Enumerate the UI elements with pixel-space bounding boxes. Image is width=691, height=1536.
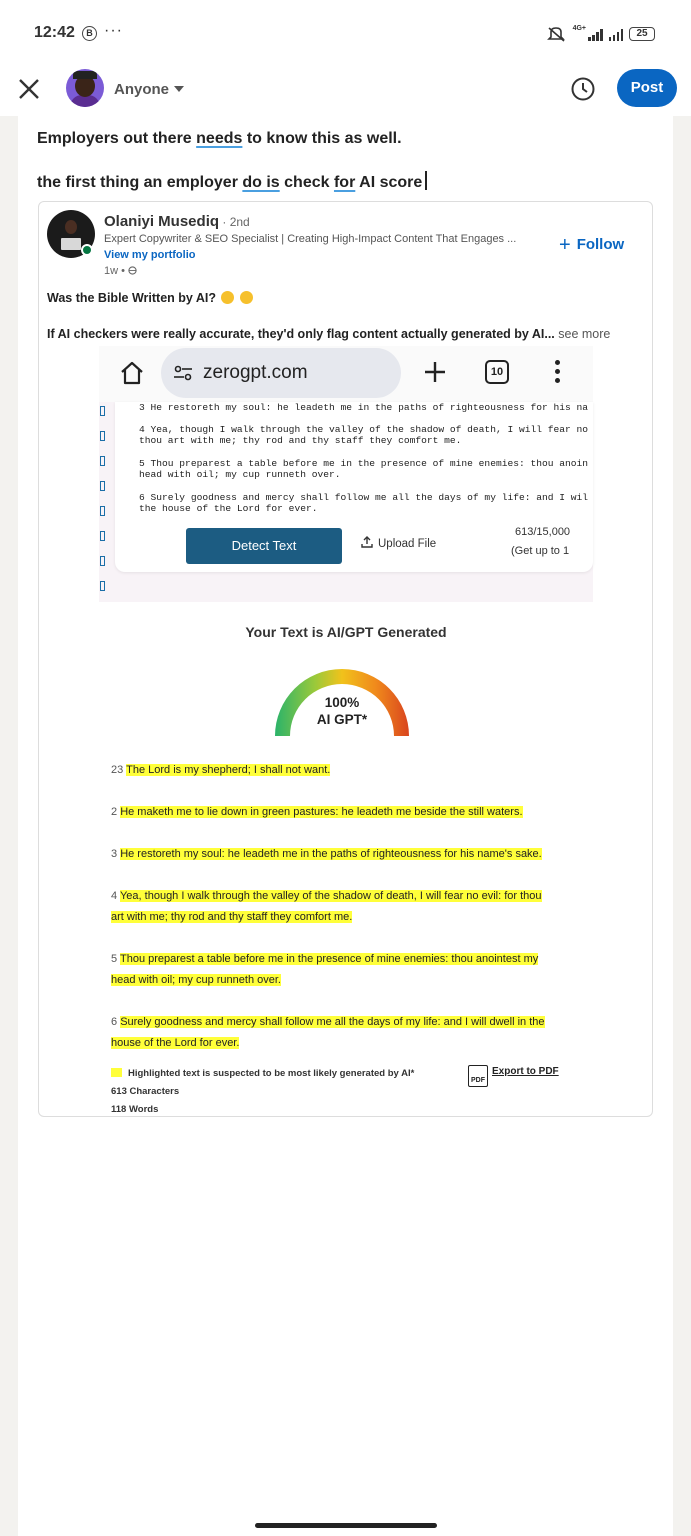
input-line: 6 Surely goodness and mercy shall follow me all the days of my life: and I wil xyxy=(139,492,589,503)
upload-icon xyxy=(361,536,373,548)
status-bar xyxy=(0,0,691,66)
audience-selector[interactable]: Anyone xyxy=(114,81,170,98)
list-item: 23 The Lord is my shepherd; I shall not want. xyxy=(111,764,331,776)
signal-icon-2 xyxy=(609,28,624,41)
network-type: 4G+ xyxy=(572,24,586,32)
thinking-face-emoji-icon xyxy=(240,291,253,304)
export-pdf-link: Export to PDF xyxy=(492,1066,559,1077)
pdf-icon: PDF xyxy=(468,1065,488,1087)
input-line: 3 He restoreth my soul: he leadeth me in the paths of righteousness for his na xyxy=(139,402,589,413)
shared-post-card[interactable] xyxy=(38,201,653,1117)
view-portfolio-link[interactable]: View my portfolio xyxy=(104,249,196,261)
sidebar-icons xyxy=(99,406,109,586)
spellcheck-word: needs xyxy=(196,130,243,147)
input-line: 5 Thou preparest a table before me in the presence of mine enemies: thou anoin xyxy=(139,458,589,469)
character-counter: 613/15,000 xyxy=(515,526,571,538)
composer-text-line-2[interactable]: the first thing an employer do is check for AI score xyxy=(37,171,427,192)
composer-text-line-1[interactable]: Employers out there needs to know this as well. xyxy=(37,130,402,147)
ai-score-label: AI GPT* xyxy=(316,712,368,727)
post-title: Was the Bible Written by AI? xyxy=(47,291,253,305)
ai-score xyxy=(267,694,417,728)
status-icons xyxy=(547,26,655,42)
list-item: 2 He maketh me to lie down in green pastures: he leadeth me beside the still waters. xyxy=(111,806,523,818)
list-item: 3 He restoreth my soul: he leadeth me in the paths of righteousness for his name's sake. xyxy=(111,848,542,860)
input-line: head with oil; my cup runneth over. xyxy=(139,469,341,480)
upgrade-hint: (Get up to 1 xyxy=(511,545,570,557)
list-item: 4 Yea, though I walk through the valley of the shadow of death, I will fear no evil: for thou art with me; thy rod and thy staff they comfort me. xyxy=(111,890,542,923)
text-cursor xyxy=(425,171,427,190)
home-icon xyxy=(119,360,145,386)
highlight-legend: Highlighted text is suspected to be most likely generated by AI* xyxy=(111,1068,414,1079)
caret-down-icon[interactable] xyxy=(174,86,184,92)
status-time: 12:42 xyxy=(34,24,75,41)
new-tab-icon xyxy=(421,358,449,386)
post-image[interactable] xyxy=(99,346,593,1116)
thinking-emoji-icon xyxy=(221,291,234,304)
follow-button[interactable]: + Follow xyxy=(559,234,625,256)
author-name[interactable]: Olaniyi Musediq · 2nd xyxy=(104,213,250,230)
schedule-clock-icon[interactable] xyxy=(570,76,596,102)
highlight-swatch xyxy=(111,1068,122,1077)
ai-score-value: 100% xyxy=(324,695,360,710)
site-settings-icon xyxy=(173,363,193,383)
list-item: 6 Surely goodness and mercy shall follow me all the days of my life: and I will dwell in the house of the Lord for ever. xyxy=(111,1016,545,1049)
avatar[interactable] xyxy=(66,69,104,107)
app-badge-icon: B xyxy=(82,26,97,41)
input-line: 4 Yea, though I walk through the valley of the shadow of death, I will fear no xyxy=(139,424,589,435)
spellcheck-word: do is xyxy=(242,174,280,191)
browser-toolbar xyxy=(99,346,593,402)
more-menu-icon xyxy=(553,360,561,386)
see-more-link[interactable]: see more xyxy=(554,327,611,341)
tab-count-icon: 10 xyxy=(485,360,509,384)
battery-icon: 25 xyxy=(629,27,655,41)
signal-icon xyxy=(588,28,603,41)
input-line: the house of the Lord for ever. xyxy=(139,503,318,514)
post-body: If AI checkers were really accurate, they'd only flag content actually generated by AI... see more xyxy=(47,327,611,341)
plus-icon: + xyxy=(559,234,571,256)
word-count: 118 Words xyxy=(111,1104,159,1115)
character-count: 613 Characters xyxy=(111,1086,180,1097)
upload-file-button: Upload File xyxy=(361,536,436,550)
input-line: thou art with me; thy rod and thy staff they comfort me. xyxy=(139,435,462,446)
post-button[interactable]: Post xyxy=(617,69,677,107)
author-headline: Expert Copywriter & SEO Specialist | Creating High-Impact Content That Engages ... xyxy=(104,233,517,245)
online-status-icon xyxy=(81,244,93,256)
zerogpt-input-area xyxy=(99,402,593,602)
detect-text-button: Detect Text xyxy=(186,528,342,564)
url-bar xyxy=(161,348,401,398)
more-notifications-icon: ··· xyxy=(104,22,123,39)
connection-degree: · 2nd xyxy=(219,215,250,229)
mute-icon xyxy=(547,26,567,42)
globe-icon xyxy=(128,266,137,275)
url-text: zerogpt.com xyxy=(203,362,308,383)
post-timestamp: 1w • xyxy=(104,265,137,277)
close-icon[interactable] xyxy=(16,76,42,102)
home-indicator[interactable] xyxy=(255,1523,437,1528)
spellcheck-word: for xyxy=(333,174,356,191)
composer-content xyxy=(18,116,673,1536)
list-item: 5 Thou preparest a table before me in the presence of mine enemies: thou anointest my head with oil; my cup runneth over. xyxy=(111,953,539,986)
result-title: Your Text is AI/GPT Generated xyxy=(245,624,447,640)
composer-header xyxy=(0,66,691,116)
